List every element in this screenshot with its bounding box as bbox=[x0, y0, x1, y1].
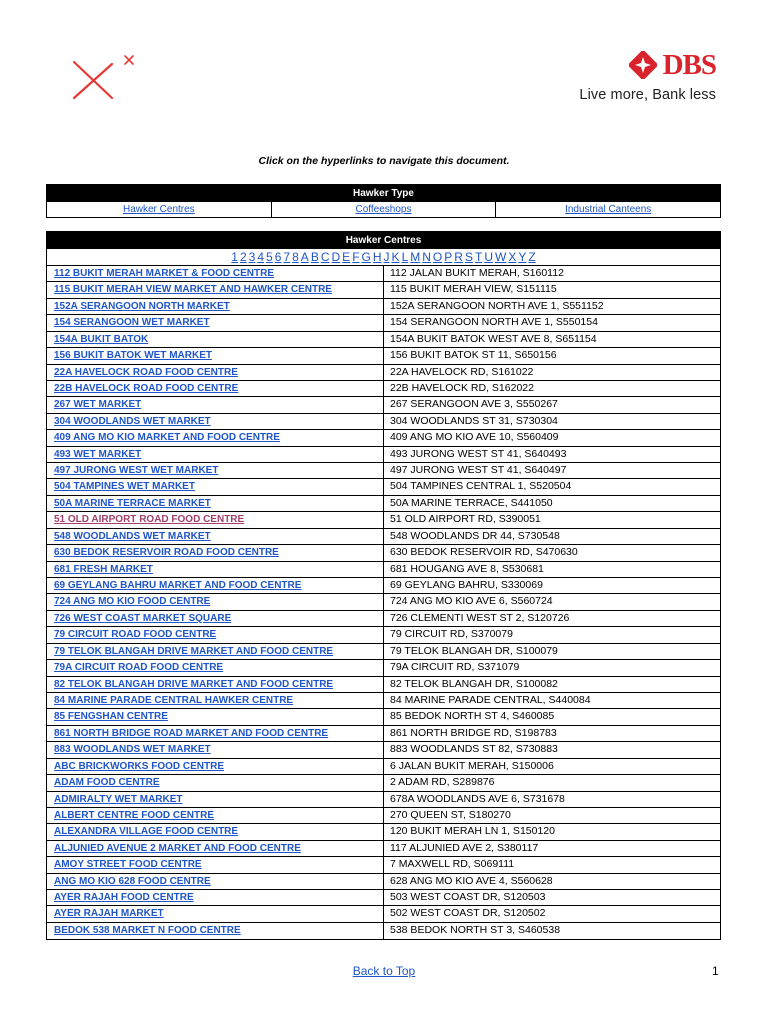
type-cell bbox=[272, 202, 497, 217]
hawker-name-link[interactable]: 85 FENGSHAN CENTRE bbox=[54, 711, 168, 723]
table-row bbox=[47, 315, 720, 331]
table-row bbox=[47, 479, 720, 495]
hawker-name-link[interactable]: 84 MARINE PARADE CENTRAL HAWKER CENTRE bbox=[54, 694, 294, 706]
table-row bbox=[47, 266, 720, 282]
index-link[interactable]: U bbox=[484, 250, 493, 264]
index-link[interactable]: E bbox=[342, 250, 351, 264]
hawker-address-cell: 2 ADAM RD, S289876 bbox=[390, 776, 495, 789]
hawker-address-cell: 409 ANG MO KIO AVE 10, S560409 bbox=[390, 431, 559, 444]
hawker-name-cell bbox=[47, 299, 384, 314]
hawker-name-link[interactable]: ALEXANDRA VILLAGE FOOD CENTRE bbox=[54, 826, 239, 838]
table-row bbox=[47, 644, 720, 660]
hawker-name-cell bbox=[47, 841, 384, 856]
hawker-address-cell: 502 WEST COAST DR, S120502 bbox=[390, 907, 546, 920]
hawker-address-cell: 681 HOUGANG AVE 8, S530681 bbox=[390, 562, 544, 575]
hawker-address-cell: 79 TELOK BLANGAH DR, S100079 bbox=[390, 644, 558, 657]
hawker-name-link[interactable]: 69 GEYLANG BAHRU MARKET AND FOOD CENTRE bbox=[54, 580, 302, 592]
hawker-address-cell: 85 BEDOK NORTH ST 4, S460085 bbox=[390, 710, 555, 723]
hawker-address-cell: 497 JURONG WEST ST 41, S640497 bbox=[390, 464, 567, 477]
index-link[interactable]: O bbox=[432, 250, 443, 264]
back-to-top-wrapper bbox=[0, 964, 768, 978]
hawker-name-cell bbox=[47, 430, 384, 445]
table-row bbox=[47, 332, 720, 348]
table-row bbox=[47, 775, 720, 791]
hawker-name-cell bbox=[47, 677, 384, 692]
index-link[interactable]: D bbox=[331, 250, 341, 264]
table-row bbox=[47, 808, 720, 824]
type-cell bbox=[47, 202, 272, 217]
index-link[interactable]: K bbox=[391, 250, 400, 264]
hawker-name-cell bbox=[47, 562, 384, 577]
hawker-name-cell bbox=[47, 906, 384, 921]
hawker-name-link[interactable]: 51 OLD AIRPORT ROAD FOOD CENTRE bbox=[54, 514, 245, 526]
hawker-address-cell: 50A MARINE TERRACE, S441050 bbox=[390, 496, 553, 509]
hawker-name-cell bbox=[47, 627, 384, 642]
hawker-name-link[interactable]: 497 JURONG WEST WET MARKET bbox=[54, 465, 219, 477]
table-row bbox=[47, 693, 720, 709]
hawker-name-cell bbox=[47, 709, 384, 724]
table-row bbox=[47, 282, 720, 298]
table-row bbox=[47, 874, 720, 890]
hawker-address-cell: 267 SERANGOON AVE 3, S550267 bbox=[390, 398, 558, 411]
hawker-address-cell: 154 SERANGOON NORTH AVE 1, S550154 bbox=[390, 316, 598, 329]
hawker-name-link[interactable]: 724 ANG MO KIO FOOD CENTRE bbox=[54, 596, 211, 608]
hawker-address-cell: 724 ANG MO KIO AVE 6, S560724 bbox=[390, 595, 553, 608]
hawker-name-link[interactable]: 22A HAVELOCK ROAD FOOD CENTRE bbox=[54, 366, 238, 378]
hawker-name-cell bbox=[47, 824, 384, 839]
hawker-name-link[interactable]: 154 SERANGOON WET MARKET bbox=[54, 317, 210, 329]
hawker-type-row bbox=[47, 202, 720, 217]
hawker-address-cell: 493 JURONG WEST ST 41, S640493 bbox=[390, 447, 567, 460]
table-row bbox=[47, 578, 720, 594]
index-link[interactable]: 1 bbox=[231, 250, 238, 264]
hawker-address-cell: 538 BEDOK NORTH ST 3, S460538 bbox=[390, 923, 561, 936]
table-row bbox=[47, 397, 720, 413]
hawker-name-link[interactable]: ALJUNIED AVENUE 2 MARKET AND FOOD CENTRE bbox=[54, 842, 301, 854]
hawker-name-link[interactable]: 726 WEST COAST MARKET SQUARE bbox=[54, 612, 232, 624]
hawker-name-link[interactable]: BEDOK 538 MARKET N FOOD CENTRE bbox=[54, 924, 241, 936]
table-row bbox=[47, 463, 720, 479]
index-link[interactable]: G bbox=[361, 250, 371, 264]
hawker-name-cell bbox=[47, 611, 384, 626]
hawker-address-cell: 79A CIRCUIT RD, S371079 bbox=[390, 661, 520, 674]
hawker-name-link[interactable]: ADAM FOOD CENTRE bbox=[54, 777, 160, 789]
table-row bbox=[47, 824, 720, 840]
table-row bbox=[47, 677, 720, 693]
hawker-name-link[interactable]: 79A CIRCUIT ROAD FOOD CENTRE bbox=[54, 662, 224, 674]
hawker-name-cell bbox=[47, 660, 384, 675]
table-row bbox=[47, 660, 720, 676]
hawker-address-cell: 84 MARINE PARADE CENTRAL, S440084 bbox=[390, 693, 591, 706]
hawker-name-cell bbox=[47, 874, 384, 889]
hawker-name-link[interactable]: 79 TELOK BLANGAH DRIVE MARKET AND FOOD CENTRE bbox=[54, 645, 334, 657]
table-row bbox=[47, 726, 720, 742]
hawker-name-cell bbox=[47, 759, 384, 774]
table-row bbox=[47, 627, 720, 643]
hawker-name-cell bbox=[47, 348, 384, 363]
hawker-name-link[interactable]: 267 WET MARKET bbox=[54, 399, 142, 411]
industrial-canteens-link[interactable]: Industrial Canteens bbox=[565, 204, 652, 215]
hawker-name-link[interactable]: ALBERT CENTRE FOOD CENTRE bbox=[54, 809, 214, 821]
hawker-name-link[interactable]: 156 BUKIT BATOK WET MARKET bbox=[54, 350, 212, 362]
index-link[interactable]: 3 bbox=[248, 250, 256, 264]
hawker-name-cell bbox=[47, 792, 384, 807]
table-row bbox=[47, 759, 720, 775]
table-row bbox=[47, 447, 720, 463]
table-row bbox=[47, 792, 720, 808]
index-link[interactable]: 4 bbox=[257, 250, 265, 264]
table-row bbox=[47, 414, 720, 430]
hawker-address-cell: 152A SERANGOON NORTH AVE 1, S551152 bbox=[390, 299, 604, 312]
table-row bbox=[47, 545, 720, 561]
hawker-address-cell: 504 TAMPINES CENTRAL 1, S520504 bbox=[390, 480, 572, 493]
hawker-address-cell: 270 QUEEN ST, S180270 bbox=[390, 808, 511, 821]
index-link[interactable]: B bbox=[310, 250, 319, 264]
hawker-name-link[interactable]: 79 CIRCUIT ROAD FOOD CENTRE bbox=[54, 629, 217, 641]
table-row bbox=[47, 923, 720, 939]
hawker-address-cell: 7 MAXWELL RD, S069111 bbox=[390, 858, 515, 871]
index-link[interactable]: L bbox=[401, 250, 409, 264]
hawker-centres-rows bbox=[47, 266, 720, 939]
hawker-name-cell bbox=[47, 578, 384, 593]
hawker-name-cell bbox=[47, 282, 384, 297]
hawker-address-cell: 861 NORTH BRIDGE RD, S198783 bbox=[390, 726, 557, 739]
hawker-name-cell bbox=[47, 397, 384, 412]
hawker-address-cell: 726 CLEMENTI WEST ST 2, S120726 bbox=[390, 611, 570, 624]
hawker-type-table bbox=[46, 184, 721, 218]
hawker-address-cell: 628 ANG MO KIO AVE 4, S560628 bbox=[390, 874, 553, 887]
table-row bbox=[47, 348, 720, 364]
hawker-address-cell: 115 BUKIT MERAH VIEW, S151115 bbox=[390, 283, 557, 296]
index-link[interactable]: 8 bbox=[292, 250, 299, 264]
index-link[interactable]: W bbox=[494, 250, 507, 264]
index-link[interactable]: C bbox=[320, 250, 330, 264]
hawker-address-cell: 883 WOODLANDS ST 82, S730883 bbox=[390, 743, 558, 756]
alphabet-index bbox=[47, 249, 720, 266]
hawker-name-link[interactable]: 112 BUKIT MERAH MARKET & FOOD CENTRE bbox=[54, 268, 275, 279]
hawker-name-link[interactable]: 681 FRESH MARKET bbox=[54, 563, 153, 575]
index-link[interactable]: N bbox=[422, 250, 431, 264]
table-row bbox=[47, 381, 720, 397]
hawker-name-link[interactable]: AMOY STREET FOOD CENTRE bbox=[54, 859, 202, 871]
hawker-address-cell: 630 BEDOK RESERVOIR RD, S470630 bbox=[390, 546, 578, 559]
hawker-name-cell bbox=[47, 923, 384, 939]
hawker-name-cell bbox=[47, 496, 384, 511]
hawker-address-cell: 69 GEYLANG BAHRU, S330069 bbox=[390, 579, 543, 592]
index-link[interactable]: Y bbox=[518, 250, 527, 264]
type-cell bbox=[496, 202, 720, 217]
table-row bbox=[47, 906, 720, 922]
table-row bbox=[47, 365, 720, 381]
hawker-address-cell: 304 WOODLANDS ST 31, S730304 bbox=[390, 414, 558, 427]
hawker-address-cell: 82 TELOK BLANGAH DR, S100082 bbox=[390, 677, 558, 690]
hawker-name-link[interactable]: 152A SERANGOON NORTH MARKET bbox=[54, 300, 230, 312]
index-link[interactable]: Z bbox=[528, 250, 536, 264]
hawker-name-link[interactable]: ABC BRICKWORKS FOOD CENTRE bbox=[54, 760, 224, 772]
table-row bbox=[47, 742, 720, 758]
index-link[interactable]: 7 bbox=[283, 250, 291, 264]
instruction-text: Click on the hyperlinks to navigate this document. bbox=[258, 155, 510, 167]
hawker-name-cell bbox=[47, 414, 384, 429]
table-row bbox=[47, 857, 720, 873]
table-row bbox=[47, 890, 720, 906]
table-row bbox=[47, 841, 720, 857]
hawker-name-link[interactable]: 409 ANG MO KIO MARKET AND FOOD CENTRE bbox=[54, 432, 280, 444]
hawker-address-cell: 154A BUKIT BATOK WEST AVE 8, S651154 bbox=[390, 332, 597, 345]
hawker-name-cell bbox=[47, 447, 384, 462]
table-row bbox=[47, 299, 720, 315]
hawker-name-link[interactable]: ADMIRALTY WET MARKET bbox=[54, 793, 183, 805]
hawker-address-cell: 503 WEST COAST DR, S120503 bbox=[390, 891, 546, 904]
brand-logo bbox=[579, 50, 716, 103]
hawker-name-cell bbox=[47, 315, 384, 330]
hawker-address-cell: 120 BUKIT MERAH LN 1, S150120 bbox=[390, 825, 555, 838]
hawker-name-cell bbox=[47, 512, 384, 527]
hawker-name-link[interactable]: 861 NORTH BRIDGE ROAD MARKET AND FOOD CENTRE bbox=[54, 727, 329, 739]
index-link[interactable]: X bbox=[508, 250, 517, 264]
hawker-name-link[interactable]: 22B HAVELOCK ROAD FOOD CENTRE bbox=[54, 382, 239, 394]
hawker-address-cell: 548 WOODLANDS DR 44, S730548 bbox=[390, 529, 560, 542]
hawker-name-cell bbox=[47, 742, 384, 757]
hawker-name-link[interactable]: ANG MO KIO 628 FOOD CENTRE bbox=[54, 875, 211, 887]
hawker-address-cell: 22B HAVELOCK RD, S162022 bbox=[390, 381, 534, 394]
index-link[interactable]: 2 bbox=[239, 250, 247, 264]
table-row bbox=[47, 496, 720, 512]
hawker-name-link[interactable]: AYER RAJAH MARKET bbox=[54, 908, 164, 920]
hawker-name-cell bbox=[47, 381, 384, 396]
hawker-type-heading: Hawker Type bbox=[47, 185, 720, 202]
table-row bbox=[47, 512, 720, 528]
hawker-name-link[interactable]: 115 BUKIT MERAH VIEW MARKET AND HAWKER CENTRE bbox=[54, 284, 332, 296]
hawker-name-link[interactable]: 154A BUKIT BATOK bbox=[54, 333, 149, 345]
coffeeshops-link[interactable]: Coffeeshops bbox=[355, 204, 412, 215]
index-link[interactable]: 5 bbox=[266, 250, 273, 264]
table-row bbox=[47, 430, 720, 446]
hawker-name-cell bbox=[47, 644, 384, 659]
hawker-address-cell: 79 CIRCUIT RD, S370079 bbox=[390, 628, 513, 641]
hawker-name-link[interactable]: 548 WOODLANDS WET MARKET bbox=[54, 530, 211, 542]
hawker-name-cell bbox=[47, 890, 384, 905]
table-row bbox=[47, 594, 720, 610]
hawker-name-link[interactable]: 304 WOODLANDS WET MARKET bbox=[54, 415, 211, 427]
dbs-star-icon bbox=[629, 51, 657, 79]
hawker-name-link[interactable]: 50A MARINE TERRACE MARKET bbox=[54, 497, 211, 509]
hawker-address-cell: 51 OLD AIRPORT RD, S390051 bbox=[390, 513, 541, 526]
hawker-name-cell bbox=[47, 545, 384, 560]
index-link[interactable]: J bbox=[383, 250, 390, 264]
hawker-name-cell bbox=[47, 775, 384, 790]
hawker-centres-heading: Hawker Centres bbox=[47, 232, 720, 249]
brand-tagline: Live more, Bank less bbox=[579, 87, 716, 103]
x-cross-logo-icon bbox=[66, 50, 142, 106]
hawker-name-link[interactable]: 504 TAMPINES WET MARKET bbox=[54, 481, 195, 493]
hawker-name-link[interactable]: 493 WET MARKET bbox=[54, 448, 142, 460]
index-link[interactable]: F bbox=[352, 250, 360, 264]
hawker-centres-table bbox=[46, 231, 721, 940]
table-row bbox=[47, 562, 720, 578]
hawker-address-cell: 22A HAVELOCK RD, S161022 bbox=[390, 365, 534, 378]
hawker-address-cell: 6 JALAN BUKIT MERAH, S150006 bbox=[390, 759, 554, 772]
index-link[interactable]: A bbox=[300, 250, 309, 264]
hawker-name-cell bbox=[47, 266, 384, 281]
hawker-name-cell bbox=[47, 332, 384, 347]
hawker-name-link[interactable]: 883 WOODLANDS WET MARKET bbox=[54, 744, 211, 756]
table-row bbox=[47, 611, 720, 627]
brand-name: DBS bbox=[662, 49, 716, 81]
table-row bbox=[47, 529, 720, 545]
index-link[interactable]: S bbox=[464, 250, 473, 264]
page-number: 1 bbox=[712, 964, 719, 978]
index-link[interactable]: T bbox=[474, 250, 483, 264]
hawker-address-cell: 117 ALJUNIED AVE 2, S380117 bbox=[390, 841, 539, 854]
hawker-name-cell bbox=[47, 365, 384, 380]
table-row bbox=[47, 709, 720, 725]
index-link[interactable]: M bbox=[410, 250, 421, 264]
index-link[interactable]: 6 bbox=[274, 250, 282, 264]
hawker-address-cell: 156 BUKIT BATOK ST 11, S650156 bbox=[390, 349, 557, 362]
hawker-name-cell bbox=[47, 463, 384, 478]
hawker-name-cell bbox=[47, 808, 384, 823]
index-link[interactable]: R bbox=[454, 250, 463, 264]
hawker-address-cell: 112 JALAN BUKIT MERAH, S160112 bbox=[390, 267, 564, 279]
hawker-name-cell bbox=[47, 594, 384, 609]
hawker-name-link[interactable]: 82 TELOK BLANGAH DRIVE MARKET AND FOOD CENTRE bbox=[54, 678, 334, 690]
index-link[interactable]: P bbox=[444, 250, 453, 264]
hawker-centres-link[interactable]: Hawker Centres bbox=[122, 204, 195, 215]
hawker-name-link[interactable]: AYER RAJAH FOOD CENTRE bbox=[54, 892, 194, 904]
back-to-top-link[interactable]: Back to Top bbox=[352, 964, 416, 978]
hawker-name-cell bbox=[47, 479, 384, 494]
hawker-name-cell bbox=[47, 726, 384, 741]
hawker-name-cell bbox=[47, 857, 384, 872]
hawker-name-cell bbox=[47, 693, 384, 708]
hawker-address-cell: 678A WOODLANDS AVE 6, S731678 bbox=[390, 792, 565, 805]
hawker-name-cell bbox=[47, 529, 384, 544]
index-link[interactable]: H bbox=[372, 250, 382, 264]
hawker-name-link[interactable]: 630 BEDOK RESERVOIR ROAD FOOD CENTRE bbox=[54, 547, 279, 559]
